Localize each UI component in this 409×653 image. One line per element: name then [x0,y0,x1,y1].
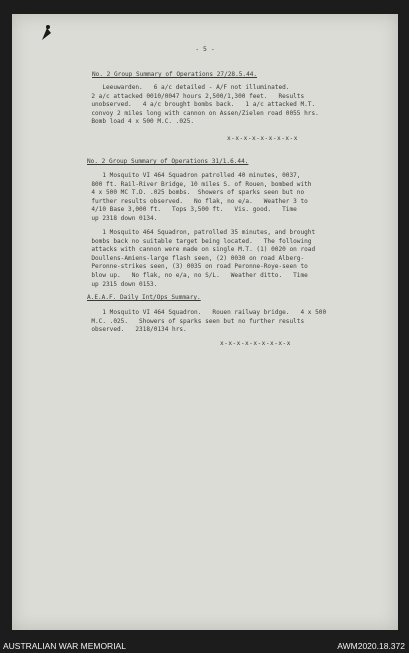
section-2-p2-line-1: 1 Mosquito 464 Squadron, patrolled 35 minutes, and brought [84,229,316,236]
archive-footer [0,638,409,653]
section-2-p1-line-4: further results observed. No flak, no e/a. Weather 3 to [84,197,308,205]
section-1-line-2: 2 a/c attacked 0010/0047 hours 2,500/1,300 feet. Results [84,92,305,100]
section-heading-1: No. 2 Group Summary of Operations 27/28.5.44. [92,71,258,78]
section-3-line-3: observed. 2318/0134 hrs. [84,326,187,334]
section-2-p2-line-3: attacks with cannon were made on single M.T. (1) 0020 on road [84,246,316,254]
section-1-line-4: convoy 2 miles long with cannon on Assen/Zielen road 0055 hrs. [84,109,319,117]
section-1-line-1: Leeuwarden. 6 a/c detailed - A/F not illuminated. [84,84,290,91]
separator-2: x-x-x-x-x-x-x-x-x [220,340,291,347]
footer-institution: AUSTRALIAN WAR MEMORIAL [3,641,126,651]
section-heading-2: No. 2 Group Summary of Operations 31/1.6.44. [87,158,249,165]
section-2-p2-line-2: bombs back no suitable target being located. The following [84,237,312,245]
section-2-p1-line-6: up 2318 down 0134. [84,215,158,222]
section-2-p1-line-3: 4 x 500 MC T.D. .025 bombs. Showers of sparks seen but no [84,189,305,197]
section-2-p2-line-4: Doullens-Amiens-large flash seen, (2) 0030 on road Alberg- [84,254,305,262]
section-2-p2-line-7: up 2315 down 0153. [84,280,158,288]
section-2-p1-line-1: 1 Mosquito VI 464 Squadron patrolled 40 minutes, 0037, [84,172,301,179]
separator-1: x-x-x-x-x-x-x-x-x [227,135,298,142]
document-page [12,14,398,630]
page-number: - 5 - [195,45,215,53]
section-1-line-3: unobserved. 4 a/c brought bombs back. 1 a/c attacked M.T. [84,101,316,109]
section-3-line-1: 1 Mosquito VI 464 Squadron. Rouen railway bridge. 4 x 500 [84,309,327,316]
section-heading-3: A.E.A.F. Daily Int/Ops Summary. [87,294,201,301]
section-1-line-5: Bomb load 4 x 500 M.C. .025. [84,118,195,126]
footer-accession-number: AWM2020.18.372 [337,641,405,651]
typed-text [12,14,398,630]
section-2-p2-line-5: Peronne-strikes seen, (3) 0035 on road Peronne-Roye-seen to [84,263,308,271]
section-2-p2-line-6: blow up. No flak, no e/a, no S/L. Weather ditto. Time [84,272,308,279]
section-2-p1-line-2: 800 ft. Rail-River Bridge, 10 miles S. of Rouen, bombed with [84,180,312,188]
section-2-p1-line-5: 4/10 Base 3,000 ft. Tops 3,500 ft. Vis. good. Time [84,206,297,214]
section-3-line-2: M.C. .025. Showers of sparks seen but no further results [84,317,305,325]
